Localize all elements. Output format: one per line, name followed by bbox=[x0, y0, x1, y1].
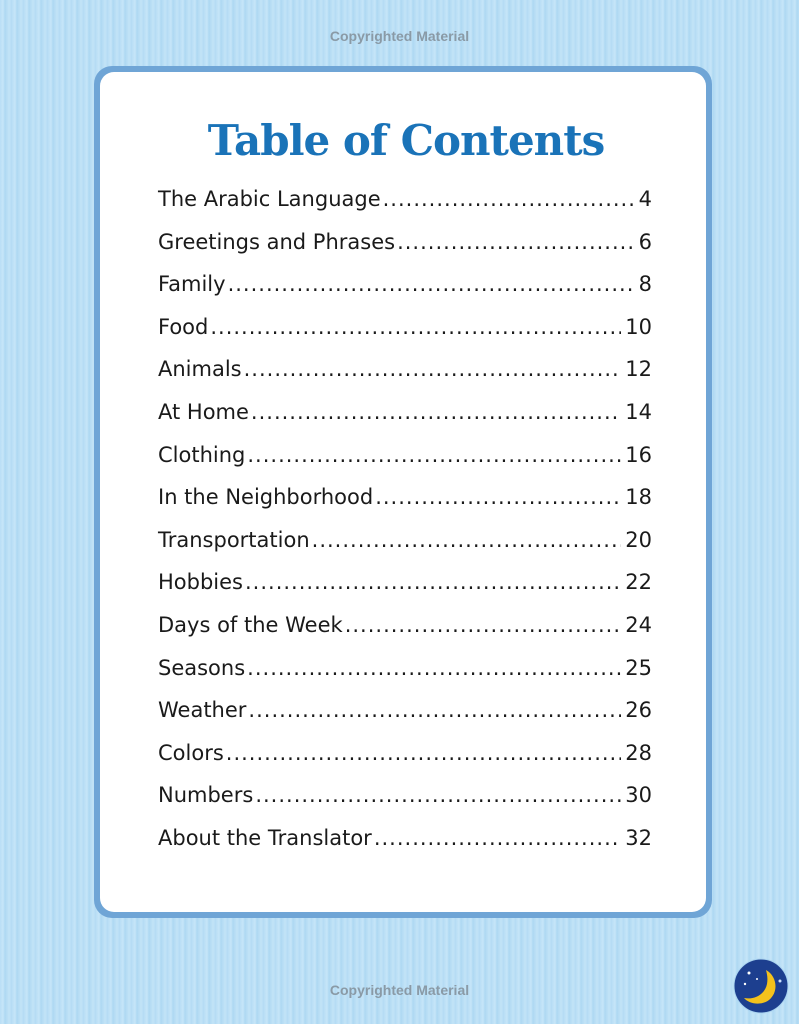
toc-entry-label: Colors bbox=[158, 740, 224, 765]
toc-entry-page: 26 bbox=[625, 698, 652, 723]
leader-dots bbox=[383, 187, 635, 211]
leader-dots bbox=[245, 570, 621, 594]
leader-dots bbox=[228, 272, 635, 296]
page-title: Table of Contents bbox=[207, 116, 605, 165]
toc-entry-page: 28 bbox=[625, 740, 652, 765]
leader-dots bbox=[251, 400, 621, 424]
toc-entry-label: About the Translator bbox=[158, 825, 372, 850]
toc-entry[interactable] bbox=[158, 357, 652, 400]
leader-dots bbox=[375, 485, 621, 509]
toc-entry-page: 20 bbox=[625, 527, 652, 552]
leader-dots bbox=[397, 230, 635, 254]
leader-dots bbox=[210, 315, 621, 339]
copyright-bottom: Copyrighted Material bbox=[329, 982, 470, 998]
toc-entry-page: 24 bbox=[625, 612, 652, 637]
toc-entry[interactable] bbox=[158, 485, 652, 528]
toc-entry-page: 18 bbox=[625, 485, 652, 510]
toc-entry[interactable] bbox=[158, 315, 652, 358]
toc-entry[interactable] bbox=[158, 187, 652, 230]
toc-entry-page: 6 bbox=[638, 229, 652, 254]
toc-entry-page: 16 bbox=[625, 442, 652, 467]
leader-dots bbox=[312, 528, 622, 552]
toc-entry[interactable] bbox=[158, 528, 652, 571]
toc-entry[interactable] bbox=[158, 613, 652, 656]
toc-entry-label: Weather bbox=[158, 698, 247, 723]
toc-entry-page: 14 bbox=[625, 399, 652, 424]
toc-entry-label: At Home bbox=[158, 399, 249, 424]
toc-entry[interactable] bbox=[158, 570, 652, 613]
toc-entry-page: 22 bbox=[625, 570, 652, 595]
toc-entry-label: Transportation bbox=[158, 527, 310, 552]
toc-entry-label: Seasons bbox=[158, 655, 246, 680]
leader-dots bbox=[248, 698, 621, 722]
leader-dots bbox=[247, 443, 621, 467]
toc-entry[interactable] bbox=[158, 443, 652, 486]
toc-entry-label: In the Neighborhood bbox=[158, 485, 374, 510]
copyright-top: Copyrighted Material bbox=[329, 28, 470, 44]
toc-entry[interactable] bbox=[158, 656, 652, 699]
toc-entry-page: 12 bbox=[625, 357, 652, 382]
toc-list bbox=[158, 187, 652, 869]
toc-entry-page: 4 bbox=[638, 187, 652, 211]
toc-entry-label: Clothing bbox=[158, 442, 246, 467]
toc-entry-label: Numbers bbox=[158, 783, 254, 808]
toc-entry[interactable] bbox=[158, 741, 652, 784]
toc-entry-label: Days of the Week bbox=[158, 612, 343, 637]
leader-dots bbox=[226, 741, 621, 765]
toc-entry-page: 30 bbox=[625, 783, 652, 808]
toc-entry-label: Family bbox=[158, 272, 226, 297]
toc-entry-label: The Arabic Language bbox=[158, 187, 381, 211]
toc-entry-page: 25 bbox=[625, 655, 652, 680]
leader-dots bbox=[255, 783, 621, 807]
toc-entry[interactable] bbox=[158, 230, 652, 273]
toc-entry[interactable] bbox=[158, 698, 652, 741]
toc-entry-label: Hobbies bbox=[158, 570, 243, 595]
toc-entry-page: 32 bbox=[625, 825, 652, 850]
toc-entry[interactable] bbox=[158, 272, 652, 315]
toc-entry-label: Greetings and Phrases bbox=[158, 229, 396, 254]
leader-dots bbox=[244, 357, 622, 381]
leader-dots bbox=[345, 613, 622, 637]
toc-entry[interactable] bbox=[158, 826, 652, 869]
toc-entry[interactable] bbox=[158, 783, 652, 826]
leader-dots bbox=[374, 826, 621, 850]
toc-entry-label: Food bbox=[158, 314, 209, 339]
leader-dots bbox=[247, 656, 621, 680]
toc-entry-page: 8 bbox=[638, 272, 652, 297]
moon-logo-icon bbox=[733, 958, 789, 1014]
toc-entry-page: 10 bbox=[625, 314, 652, 339]
toc-entry[interactable] bbox=[158, 400, 652, 443]
toc-entry-label: Animals bbox=[158, 357, 242, 382]
